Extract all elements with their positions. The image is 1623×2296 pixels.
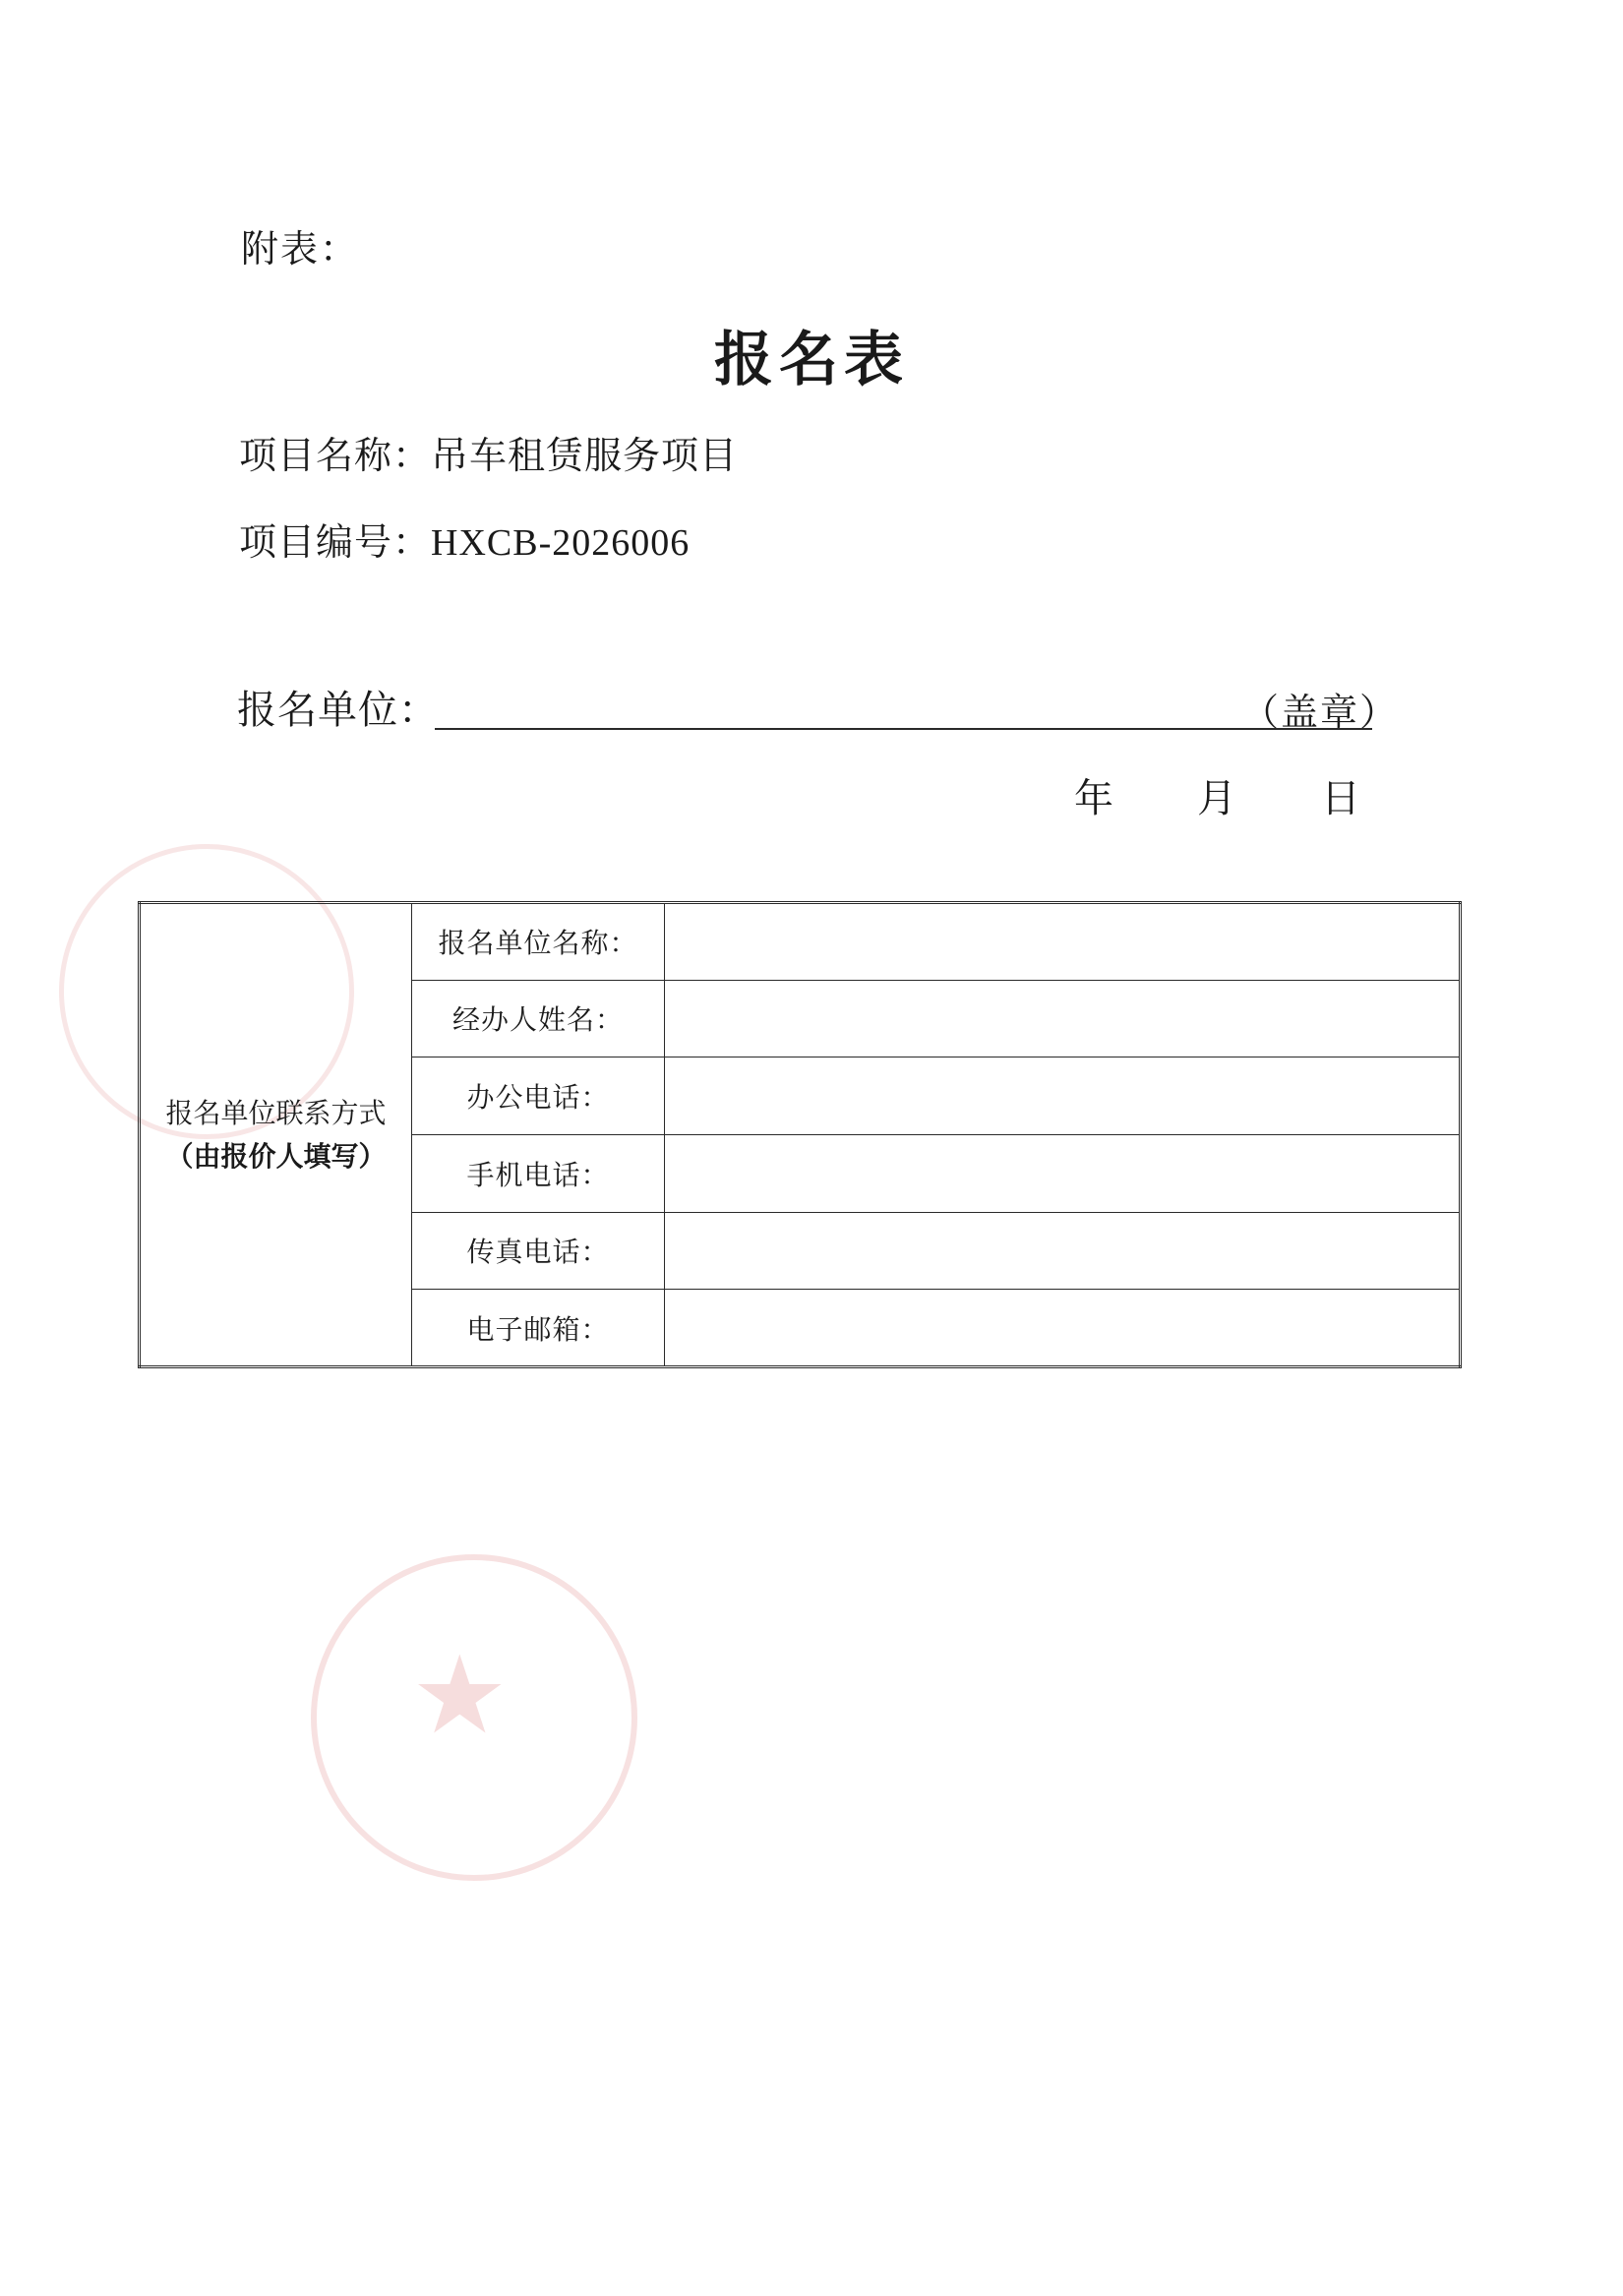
row-label: 办公电话： bbox=[412, 1057, 665, 1135]
mobile-phone-field[interactable] bbox=[665, 1134, 1461, 1212]
document-title: 报名表 bbox=[714, 326, 909, 394]
contact-group-label: 报名单位联系方式 bbox=[165, 1096, 387, 1129]
fax-field[interactable] bbox=[665, 1212, 1461, 1290]
email-field[interactable] bbox=[665, 1290, 1461, 1367]
project-number-label: 项目编号： bbox=[239, 520, 432, 564]
project-name-label: 项目名称： bbox=[239, 434, 432, 477]
contact-group-cell bbox=[140, 903, 412, 1367]
applicant-underline-field[interactable] bbox=[435, 728, 1372, 730]
company-name-field[interactable] bbox=[665, 903, 1461, 981]
office-phone-field[interactable] bbox=[665, 1057, 1461, 1135]
seal-star-icon: ★ bbox=[411, 1632, 509, 1758]
applicant-label: 报名单位： bbox=[237, 688, 439, 733]
table-row bbox=[140, 903, 1461, 981]
date-month-label: 月 bbox=[1197, 776, 1236, 821]
contact-group-sub: （由报价人填写） bbox=[165, 1139, 387, 1173]
project-number-line bbox=[239, 512, 690, 566]
handler-name-field[interactable] bbox=[665, 980, 1461, 1057]
row-label: 传真电话： bbox=[412, 1212, 665, 1290]
row-label: 经办人姓名： bbox=[412, 980, 665, 1057]
date-year-label: 年 bbox=[1074, 776, 1113, 821]
seal-note: （盖章） bbox=[1241, 691, 1400, 734]
contact-table bbox=[138, 901, 1462, 1368]
row-label: 手机电话： bbox=[412, 1134, 665, 1212]
appendix-label: 附表： bbox=[241, 227, 360, 271]
project-number-value: HXCB-2026006 bbox=[431, 522, 691, 564]
date-day-label: 日 bbox=[1321, 776, 1360, 821]
project-name-line bbox=[239, 425, 738, 479]
project-name-value: 吊车租赁服务项目 bbox=[431, 434, 739, 477]
row-label: 电子邮箱： bbox=[412, 1290, 665, 1367]
row-label: 报名单位名称： bbox=[412, 903, 665, 981]
